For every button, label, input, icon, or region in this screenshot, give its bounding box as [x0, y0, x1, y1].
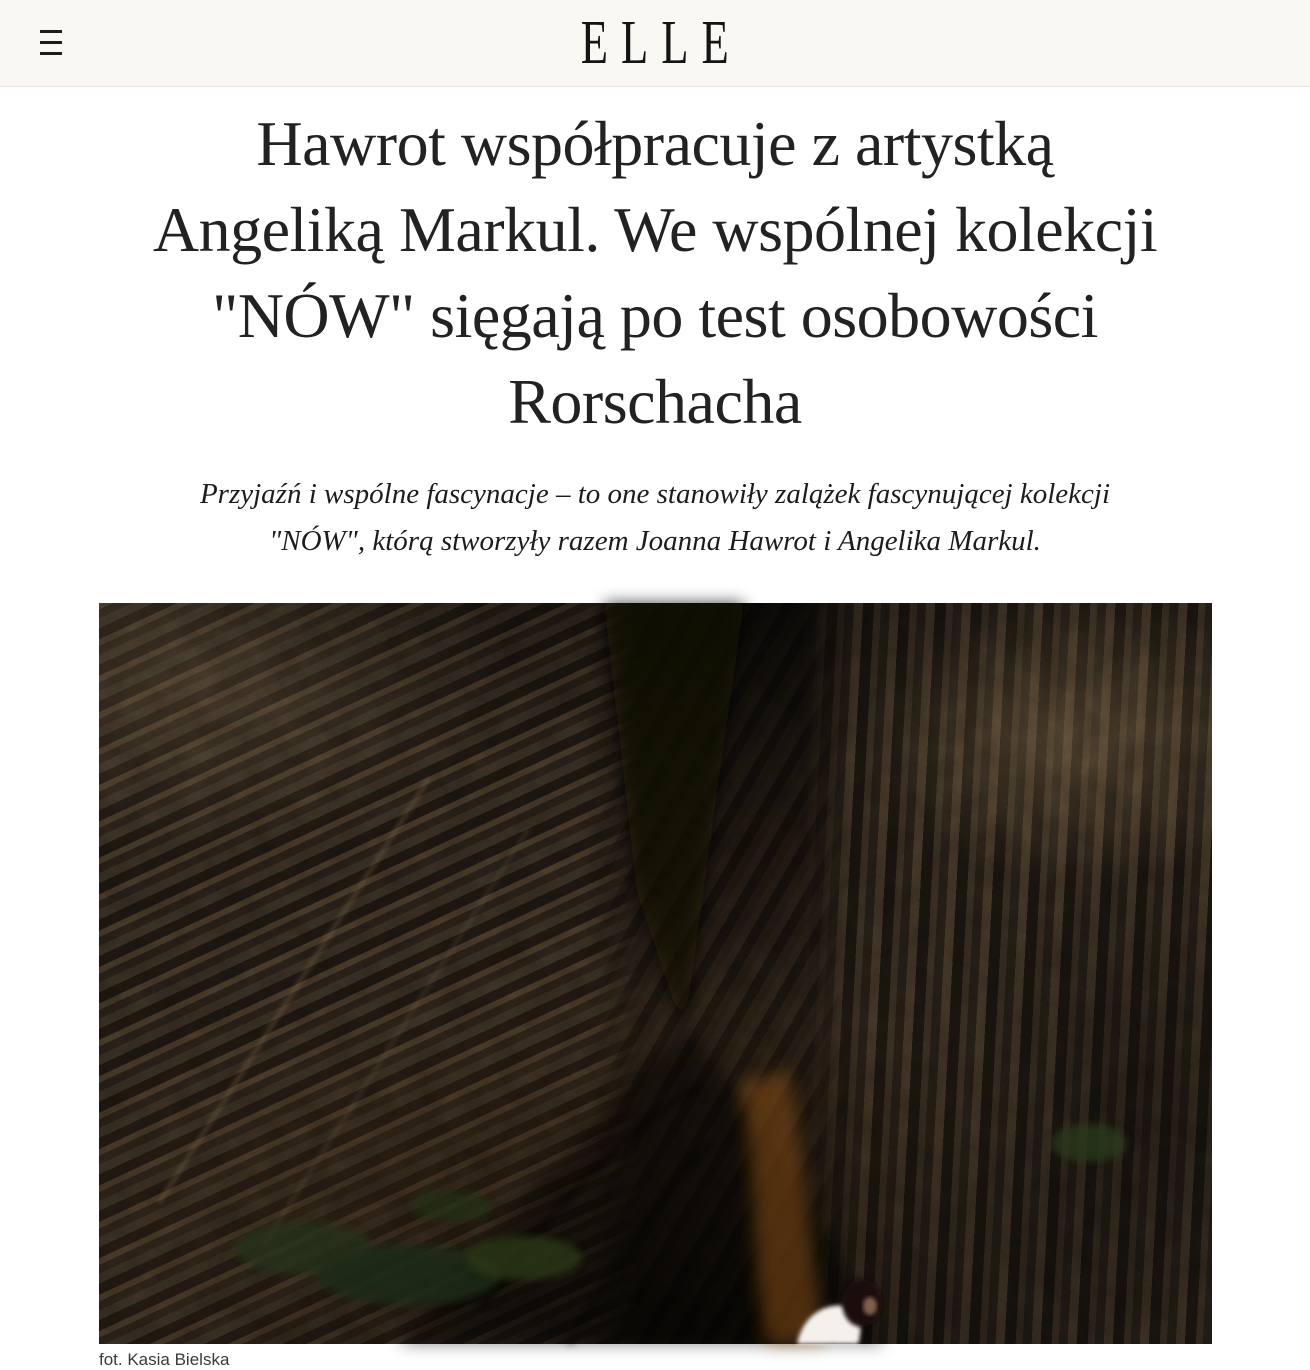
article-title [65, 101, 1245, 445]
article-photo [99, 603, 1212, 1344]
logo-container [0, 0, 1310, 86]
elle-logo[interactable]: ELLE [581, 9, 742, 77]
lede-line: Przyjaźń i wspólne fascynacje – to one stanowiły zalążek fascynującej kolekcji [199, 478, 1111, 510]
site-header [0, 0, 1310, 87]
photo-caption: fot. Kasia Bielska [99, 1350, 230, 1369]
title-line: Hawrot współpracuje z artystką [256, 108, 1054, 179]
title-line: "NÓW" sięgają po test osobowości [212, 280, 1098, 351]
lede-line: "NÓW", którą stworzyły razem Joanna Hawrot i Angelika Markul. [269, 525, 1041, 557]
title-line: Angeliką Markul. We wspólnej kolekcji [152, 194, 1158, 265]
photo-detail-overlay [99, 603, 1212, 1344]
title-line: Rorschacha [508, 366, 802, 437]
article-lede [95, 471, 1215, 565]
